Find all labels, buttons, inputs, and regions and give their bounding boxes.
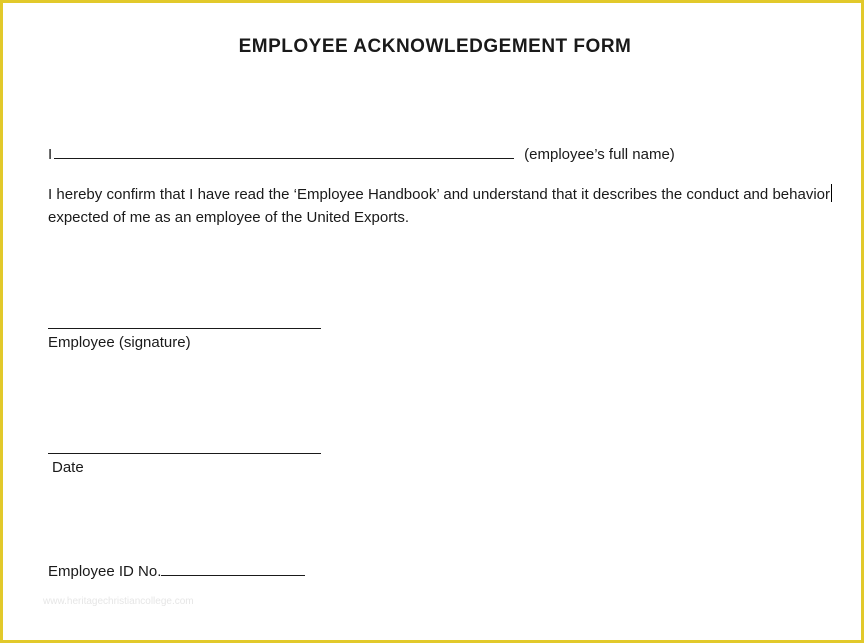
text-cursor [831,184,832,202]
signature-field[interactable] [48,328,321,329]
name-hint: (employee’s full name) [524,146,675,163]
name-prefix: I [48,146,53,163]
date-field[interactable] [48,453,321,454]
employee-name-field[interactable] [54,142,514,159]
employee-id-field[interactable] [161,559,305,576]
paragraph-text-start: I hereby confirm that I have read the ‘Employee Handbook’ and understand that it describes the conduct and behavior [48,186,830,203]
watermark: www.heritagechristiancollege.com [43,596,194,607]
employee-id-row [48,559,305,583]
date-label: Date [52,459,84,476]
form-title: EMPLOYEE ACKNOWLEDGEMENT FORM [238,36,632,57]
paragraph-text-end: expected of me as an employee of the United Exports. [48,209,410,226]
employee-id-label: Employee ID No. [48,563,162,580]
signature-label: Employee (signature) [48,334,191,351]
confirmation-paragraph [48,183,833,229]
employee-name-row [48,142,675,166]
